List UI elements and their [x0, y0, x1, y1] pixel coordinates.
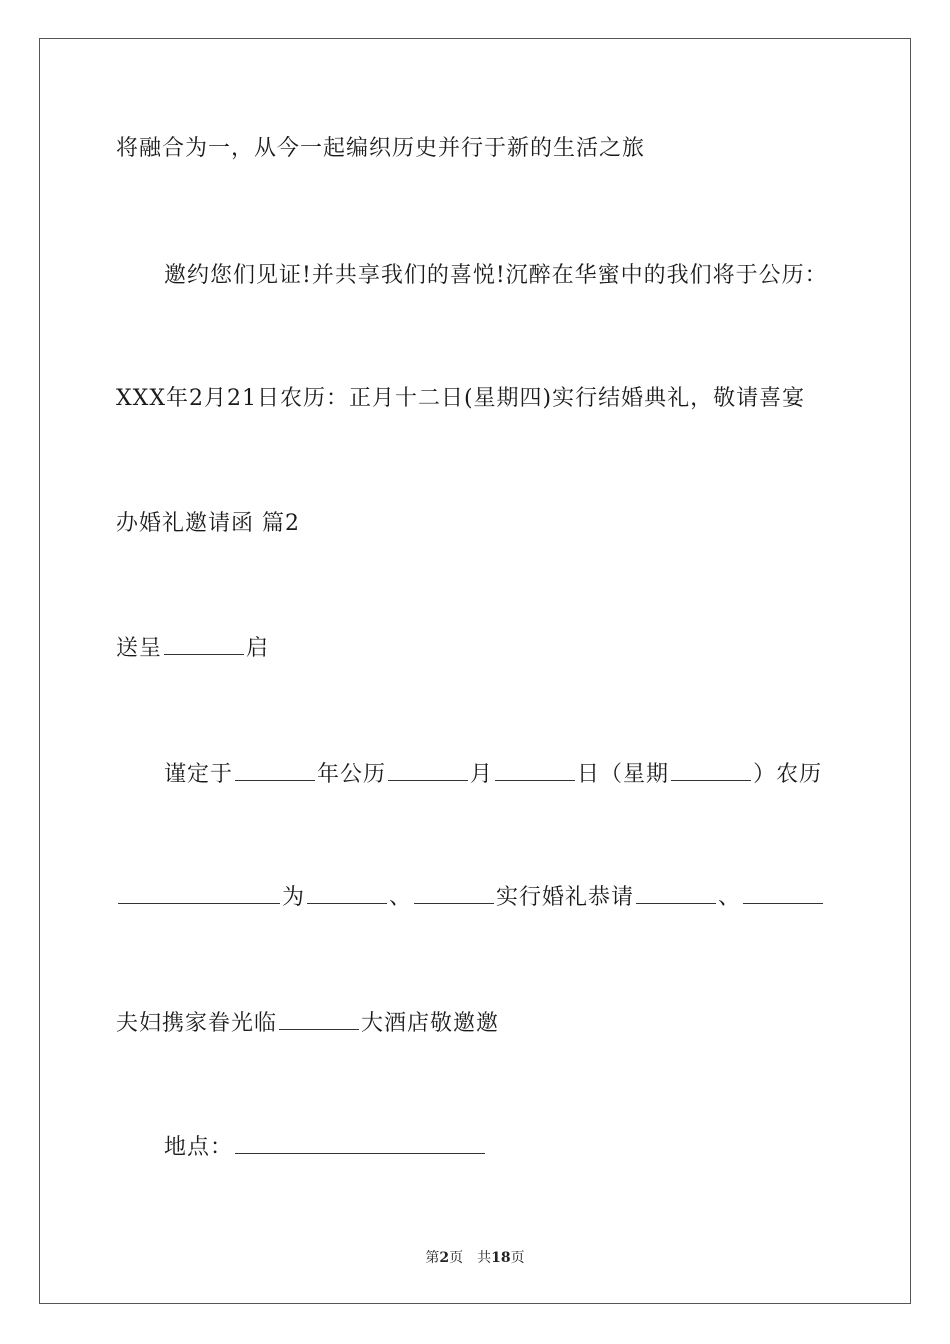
- guest-separator: 、: [718, 885, 742, 910]
- total-pages: 18: [491, 1250, 511, 1266]
- page-label-suffix: 页: [449, 1250, 464, 1266]
- recipient-prefix: 送呈: [116, 636, 163, 661]
- year-blank[interactable]: [235, 758, 315, 781]
- recipient-blank[interactable]: [164, 632, 244, 655]
- guest-blank-2[interactable]: [743, 881, 823, 904]
- recipient-suffix: 启: [246, 636, 270, 661]
- date-text-year: 年公历: [317, 762, 387, 787]
- bride-blank[interactable]: [414, 881, 494, 904]
- month-blank[interactable]: [388, 758, 468, 781]
- location-blank[interactable]: [235, 1131, 485, 1154]
- page-label-prefix: 第: [425, 1250, 440, 1266]
- section-heading: 办婚礼邀请函 篇2: [116, 511, 300, 536]
- couple-text-invite: 实行婚礼恭请: [496, 885, 635, 910]
- venue-blank[interactable]: [279, 1007, 359, 1030]
- couple-text-for: 为: [282, 885, 306, 910]
- weekday-blank[interactable]: [671, 758, 751, 781]
- location-label: 地点：: [164, 1135, 234, 1160]
- total-label-prefix: 共: [477, 1250, 492, 1266]
- date-text-day: 日（星期: [577, 762, 670, 787]
- total-label-suffix: 页: [510, 1250, 525, 1266]
- date-text-lunar: ）农历: [753, 762, 823, 787]
- venue-line: [116, 1007, 499, 1039]
- venue-prefix: 夫妇携家眷光临: [116, 1011, 278, 1036]
- page-number: 2: [439, 1250, 450, 1266]
- location-line: [164, 1131, 487, 1163]
- recipient-line: [116, 632, 269, 664]
- date-prefix: 谨定于: [164, 762, 234, 787]
- paragraph-line-1: 将融合为一，从今一起编织历史并行于新的生活之旅: [116, 136, 646, 161]
- date-text-month: 月: [470, 762, 494, 787]
- paragraph-line-3: XXX年2月21日农历：正月十二日(星期四)实行结婚典礼，敬请喜宴: [116, 386, 806, 411]
- page-footer: [0, 1247, 950, 1267]
- groom-blank[interactable]: [307, 881, 387, 904]
- couple-separator: 、: [389, 885, 413, 910]
- date-line: [164, 758, 822, 790]
- paragraph-line-2: 邀约您们见证!并共享我们的喜悦!沉醉在华蜜中的我们将于公历：: [164, 263, 828, 288]
- day-blank[interactable]: [495, 758, 575, 781]
- venue-suffix: 大酒店敬邀邀: [361, 1011, 500, 1036]
- lunar-date-blank[interactable]: [118, 881, 280, 904]
- couple-line: [116, 881, 825, 913]
- guest-blank-1[interactable]: [636, 881, 716, 904]
- page-border: [39, 38, 911, 1304]
